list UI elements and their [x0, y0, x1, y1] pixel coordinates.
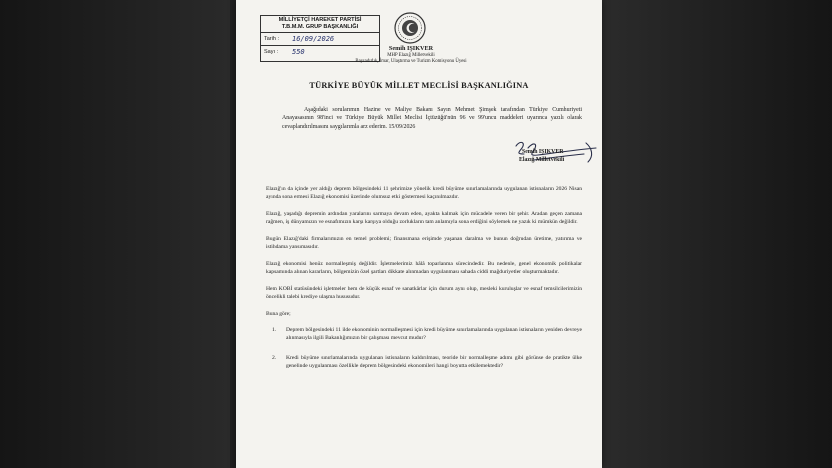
background-left — [0, 0, 230, 468]
stamp-number-label: Sayı : — [264, 49, 279, 55]
signature-block — [514, 142, 594, 172]
parliament-emblem-icon — [394, 12, 426, 44]
background-right — [602, 0, 832, 468]
sender-block — [316, 46, 506, 66]
question-text: Deprem bölgesindeki 11 ilde ekonominin normalleşmesi için kredi büyüme sınırlamalarında uygulanan istisnaların yeniden devreye alınmasıyla ilgili Bakanlığımızın bir çalışması mevcut mudur? — [286, 327, 582, 342]
body-paragraph: Hem KOBİ statüsündeki işletmeler hem de küçük esnaf ve sanatkârlar için durum aynı olup, mesleki kuruluşlar ve esnaf temsilcilerimizin öncelikli talebi krediye ulaşma hususudur. — [266, 285, 582, 300]
question-item — [266, 326, 582, 342]
handwritten-signature-icon — [504, 138, 602, 172]
sender-committee: Bayındırlık, İmar, Ulaştırma ve Turizm Komisyonu Üyesi — [355, 59, 467, 64]
question-number: 1. — [272, 327, 277, 334]
stamp-date-row — [261, 33, 379, 46]
body-paragraph: Buna göre; — [266, 310, 291, 317]
sender-role: MHP Elazığ Milletvekili — [387, 52, 435, 58]
question-list — [266, 326, 582, 370]
stamp-office-name: T.B.M.M. GRUP BAŞKANLIĞI — [281, 24, 359, 30]
document-title: TÜRKİYE BÜYÜK MİLLET MECLİSİ BAŞKANLIĞINA — [309, 81, 529, 90]
stamp-number-value: 550 — [292, 48, 305, 56]
document-page — [236, 0, 602, 468]
signature-name: Semih IŞIKVER — [522, 149, 564, 155]
question-text: Kredi büyüme sınırlamalarında uygulanan istisnaların kaldırılması, teoride bir normalleşme adımı gibi görünse de pratikte ülke genelinde uygulanması özellikle deprem bölgesindeki ekonomileri hangi boyutta etkilemektedir? — [286, 354, 582, 369]
body-paragraph: Elazığ ekonomisi henüz normalleşmiş değildir. İşletmelerimiz hâlâ toparlanma sürecindedir. Bu nedenle, genel ekonomik politikalar kapsamında alınan kararların, bölgemizin özel şartları dikkate alınmadan uygulanması sahada ciddi mağduriyetler oluşturmaktadır. — [266, 260, 582, 275]
document-body — [266, 185, 582, 381]
body-paragraph: Elazığ, yaşadığı depremin ardından yaralarını sarmaya devam eden, ayakta kalmak için mücadele veren bir şehir. Aradan geçen zamana rağmen, iş dünyamızın ve esnafımızın karşı karşıya olduğu zorlukların tam anlamıyla sona erdiğini söylemek ne yazık ki mümkün değildir. — [266, 210, 582, 226]
body-paragraph: Bugün Elazığ'daki firmalarımızın en temel problemi; finansmana erişimde yaşanan daralma ve bunun doğrudan üretime, yatırıma ve istihdama yansımasıdır. — [266, 235, 582, 251]
intro-paragraph — [282, 106, 582, 131]
sender-name: Semih IŞIKVER — [388, 45, 434, 52]
stamp-date-label: Tarih : — [264, 36, 279, 42]
intro-text: Aşağıdaki sorularımın Hazine ve Maliye Bakanı Sayın Mehmet Şimşek tarafından Türkiye Cumhuriyeti Anayasasının 98'inci ve Türkiye Büyük Millet Meclisi İçtüzüğü'nün 96 ve 99'uncu maddeleri uyarınca yazılı olarak cevaplandırılmasını saygılarımla arz ederim. 15/09/2026 — [282, 107, 582, 130]
question-item — [266, 354, 582, 370]
stamp-date-value: 16/09/2026 — [292, 35, 335, 43]
stamp-header — [261, 16, 379, 33]
question-number: 2. — [272, 354, 277, 361]
signature-title: Elazığ Milletvekili — [519, 157, 565, 163]
body-paragraph: Elazığ'ın da içinde yer aldığı deprem bölgesindeki 11 şehrimize yönelik kredi büyüme sınırlamalarında uygulanan istisnaların 2026 Nisan ayında sona ermesi Elazığ ekonomisi üzerinde olumsuz etki göstermesi kaçınılmazdır. — [266, 186, 582, 201]
stamp-party-name: MİLLİYETÇİ HAREKET PARTİSİ — [278, 17, 362, 23]
